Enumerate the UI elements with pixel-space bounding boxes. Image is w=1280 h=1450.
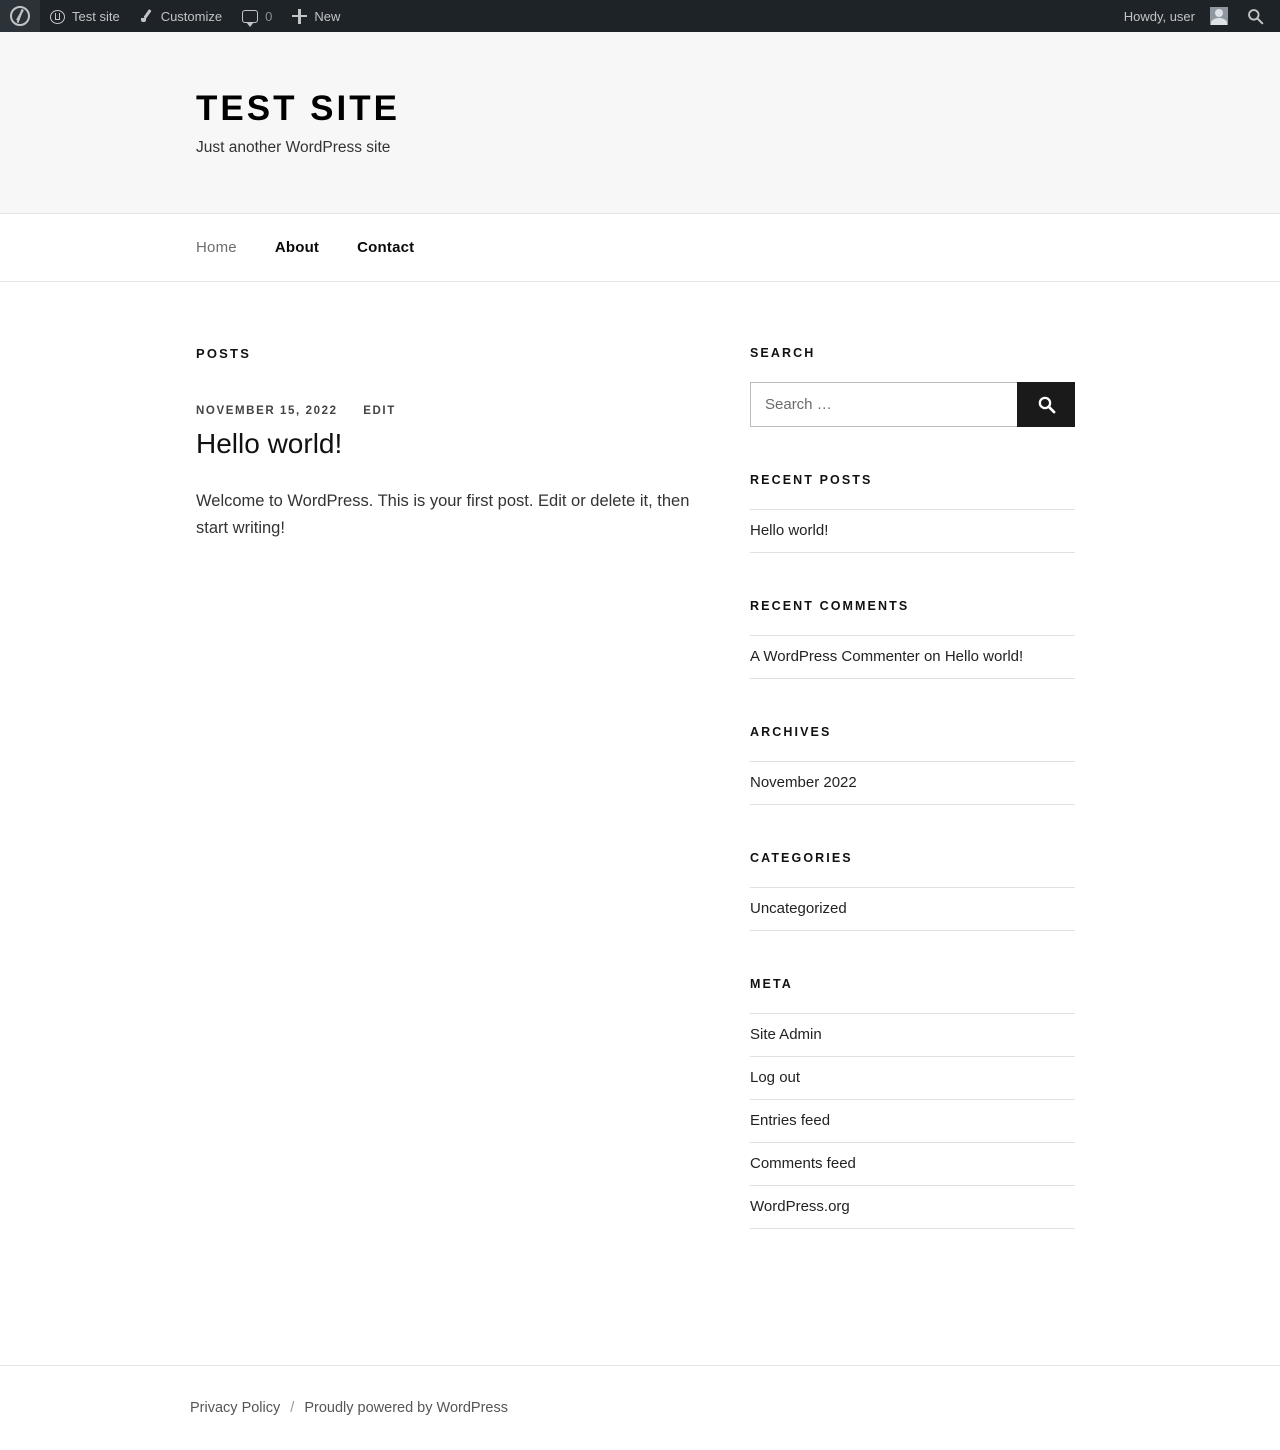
dashboard-house-icon: [50, 9, 65, 24]
archives-list: [750, 761, 1075, 805]
post-title[interactable]: Hello world!: [196, 427, 343, 459]
recent-posts-list: [750, 509, 1075, 553]
comment-author: A WordPress Commenter: [750, 647, 920, 665]
meta-link-site-admin[interactable]: Site Admin: [750, 1025, 822, 1043]
meta-link-entries-feed[interactable]: Entries feed: [750, 1111, 831, 1129]
admin-bar-search-button[interactable]: [1238, 0, 1272, 32]
comment-post-link[interactable]: Hello world!: [944, 647, 1024, 665]
search-icon: [1247, 8, 1264, 25]
widget-recent-comments: [750, 599, 1075, 679]
widget-meta: [750, 977, 1075, 1229]
list-item: [750, 1057, 1075, 1100]
list-item: [750, 509, 1075, 553]
main-column: [196, 346, 696, 1275]
admin-bar: [0, 0, 1280, 32]
wordpress-logo-menu[interactable]: [0, 0, 40, 32]
content-area: [188, 282, 1092, 1275]
site-header: [0, 32, 1280, 214]
categories-list: [750, 887, 1075, 931]
recent-comments-list: [750, 635, 1075, 679]
admin-bar-right: [1114, 0, 1272, 32]
list-item: [750, 1013, 1075, 1057]
widget-recent-posts: [750, 473, 1075, 553]
site-description: Just another WordPress site: [196, 138, 391, 156]
list-item: [750, 887, 1075, 931]
admin-bar-customize-label: Customize: [160, 8, 223, 24]
recent-post-link[interactable]: Hello world!: [750, 521, 829, 539]
post-edit-link[interactable]: EDIT: [363, 404, 396, 417]
widget-categories-title: CATEGORIES: [750, 850, 853, 865]
post-date-link[interactable]: NOVEMBER 15, 2022: [196, 404, 338, 417]
nav-item-about[interactable]: About: [274, 239, 320, 256]
meta-link-log-out[interactable]: Log out: [750, 1068, 801, 1086]
meta-link-wordpress-org[interactable]: WordPress.org: [750, 1197, 850, 1215]
page-title[interactable]: TEST SITE: [196, 89, 400, 128]
admin-bar-site-name[interactable]: [40, 0, 130, 32]
search-form: [750, 382, 1075, 427]
admin-bar-site-name-label: Test site: [72, 8, 120, 24]
post-meta: [196, 405, 696, 417]
search-icon: [1037, 395, 1056, 414]
widget-meta-title: META: [750, 976, 793, 991]
meta-list: [750, 1013, 1075, 1229]
admin-bar-new-label: New: [314, 8, 341, 24]
list-item: [750, 761, 1075, 805]
list-item: [750, 1143, 1075, 1186]
privacy-policy-link[interactable]: Privacy Policy: [190, 1399, 281, 1416]
widget-recent-posts-title: RECENT POSTS: [750, 472, 873, 487]
admin-bar-customize[interactable]: [130, 0, 232, 32]
admin-bar-my-account[interactable]: [1114, 0, 1238, 32]
admin-bar-comments-count: 0: [265, 8, 273, 24]
comment-bubble-icon: [242, 10, 258, 23]
site-footer: [0, 1365, 1280, 1450]
list-item: [750, 1100, 1075, 1143]
plus-icon: [292, 9, 307, 24]
avatar: [1210, 7, 1228, 25]
post-excerpt: Welcome to WordPress. This is your first post. Edit or delete it, then start writing!: [196, 492, 690, 538]
wordpress-logo-icon: [10, 6, 30, 26]
widget-search: [750, 346, 1075, 427]
admin-bar-howdy-label: Howdy, user: [1123, 8, 1195, 24]
admin-bar-new[interactable]: [282, 0, 350, 32]
widget-archives-title: ARCHIVES: [750, 724, 832, 739]
search-submit-button[interactable]: [1017, 382, 1075, 427]
search-input[interactable]: [750, 382, 1017, 427]
widget-archives: [750, 725, 1075, 805]
footer-separator: /: [290, 1399, 295, 1416]
list-item: [750, 1186, 1075, 1229]
widget-categories: [750, 851, 1075, 931]
primary-navigation: [0, 214, 1280, 282]
meta-link-comments-feed[interactable]: Comments feed: [750, 1154, 856, 1172]
posts-section-label: POSTS: [196, 345, 252, 361]
nav-item-contact[interactable]: Contact: [357, 239, 415, 256]
archive-link[interactable]: November 2022: [750, 773, 857, 791]
widget-recent-comments-title: RECENT COMMENTS: [750, 598, 910, 613]
sidebar: [750, 346, 1075, 1275]
comment-on-word: on: [923, 647, 941, 665]
admin-bar-left: [0, 0, 350, 32]
paintbrush-icon: [140, 9, 154, 23]
admin-bar-comments[interactable]: [232, 0, 282, 32]
category-link[interactable]: Uncategorized: [750, 899, 847, 917]
list-item: [750, 635, 1075, 679]
nav-item-home[interactable]: Home: [196, 239, 237, 256]
wordpress-credit-link[interactable]: Proudly powered by WordPress: [304, 1399, 508, 1416]
post-article: [196, 405, 696, 543]
widget-search-title: SEARCH: [750, 345, 816, 360]
